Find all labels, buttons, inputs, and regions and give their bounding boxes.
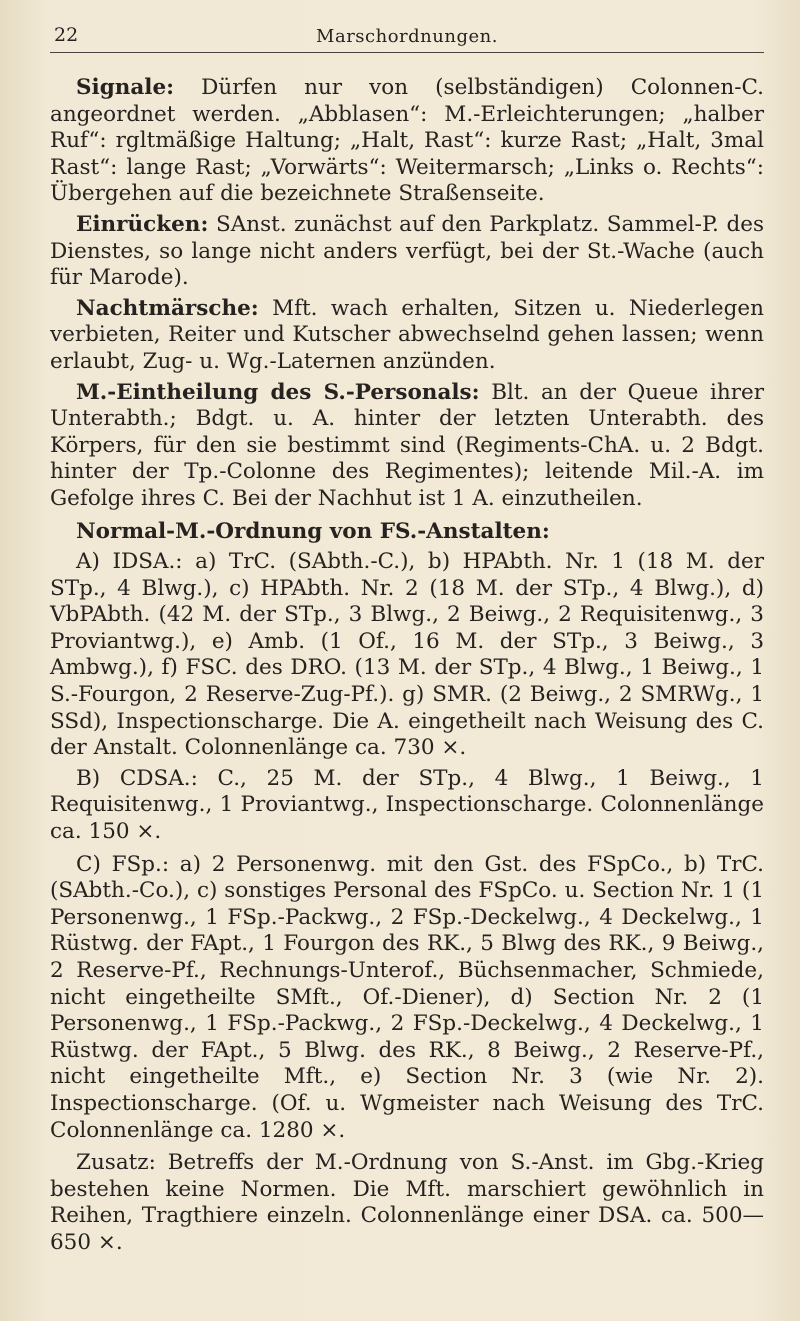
paragraph-fsp (50, 852, 764, 1145)
running-title: Marschordnungen. (316, 26, 498, 47)
text-idsa: A) IDSA.: a) TrC. (SAbth.-C.), b) HPAbth. Nr. 1 (18 M. der STp., 4 Blwg.), c) HPAbth. Nr. 2 (18 M. der STp., 4 Blwg.), d) VbPAbth. (42 M. der STp., 3 Blwg., 2 Beiwg., 2 Requisitenwg., 3 Proviantwg.), e) Amb. (1 Of., 16 M. der STp., 3 Beiwg., 3 Ambwg.), f) FSC. des DRO. (13 M. der STp., 4 Blwg., 1 Beiwg., 1 S.-Fourgon, 2 Reserve-Zug-Pf.). g) SMR. (2 Beiwg., 2 SMRWg., 1 SSd), Inspectionscharge. Die A. eingetheilt nach Weisung des C. der Anstalt. Colonnenlänge ca. 730 ×. (50, 549, 764, 761)
page-header (50, 18, 764, 53)
term-signale: Signale: (76, 75, 175, 100)
paragraph-m-eintheilung (50, 380, 764, 513)
paragraph-idsa (50, 549, 764, 762)
paragraph-zusatz (50, 1150, 764, 1256)
paragraph-cdsa (50, 766, 764, 846)
term-m-eintheilung: M.-Eintheilung des S.-Personals: (76, 379, 480, 405)
text-signale: Dürfen nur von (selbständigen) Colonnen-C. angeordnet werden. „Abblasen“: M.-Erleichterungen; „halber Ruf“: rgltmäßige Haltung; „Halt, Rast“: kurze Rast; „Halt, 3mal Rast“: lange Rast; „Vorwärts“: Weitermarsch; „Links o. Rechts“: Übergehen auf die bezeichnete Straßenseite. (50, 75, 764, 207)
page-number: 22 (54, 24, 79, 46)
text-m-eintheilung: Blt. an der Queue ihrer Unterabth.; Bdgt. u. A. hinter der letzten Unterabth. des Körpers, für den sie bestimmt sind (Regiments-ChA. u. 2 Bdgt. hinter der Tp.-Colonne des Regimentes); leitende Mil.-A. im Gefolge ihres C. Bei der Nachhut ist 1 A. einzutheilen. (50, 379, 764, 511)
text-nachtmaersche: Mft. wach erhalten, Sitzen u. Niederlegen verbieten, Reiter und Kutscher abwechselnd gehen lassen; wenn erlaubt, Zug- u. Wg.-Laternen anzünden. (50, 295, 764, 374)
text-einruecken: SAnst. zunächst auf den Parkplatz. Sammel-P. des Dienstes, so lange nicht anders verfügt, bei der St.-Wache (auch für Marode). (50, 211, 764, 291)
paragraph-signale (50, 75, 764, 208)
page-body (50, 75, 764, 1257)
term-normal-m-ordnung: Normal-M.-Ordnung von FS.-Anstalten: (76, 518, 550, 544)
text-zusatz: Zusatz: Betreffs der M.-Ordnung von S.-Anst. im Gbg.-Krieg bestehen keine Normen. Die Mft. marschiert gewöhnlich in Reihen, Tragthiere einzeln. Colonnenlänge einer DSA. ca. 500—650 ×. (50, 1150, 764, 1255)
term-nachtmaersche: Nachtmärsche: (76, 295, 259, 321)
paragraph-einruecken (50, 212, 764, 292)
text-cdsa: B) CDSA.: C., 25 M. der STp., 4 Blwg., 1 Beiwg., 1 Requisitenwg., 1 Proviantwg., Inspectionscharge. Colonnenlänge ca. 150 ×. (50, 765, 764, 845)
section-heading-normal-m-ordnung (50, 519, 764, 546)
paragraph-nachtmaersche (50, 296, 764, 376)
text-fsp: C) FSp.: a) 2 Personenwg. mit den Gst. des FSpCo., b) TrC. (SAbth.-Co.), c) sonstiges Personal des FSpCo. u. Section Nr. 1 (1 Personenwg., 1 FSp.-Packwg., 2 FSp.-Deckelwg., 4 Deckelwg., 1 Rüstwg. der FApt., 1 Fourgon des RK., 5 Blwg des RK., 9 Beiwg., 2 Reserve-Pf., Rechnungs-Unterof., Büchsenmacher, Schmiede, nicht eingetheilte SMft., Of.-Diener), d) Section Nr. 2 (1 Personenwg., 1 FSp.-Packwg., 2 FSp.-Deckelwg., 4 Deckelwg., 1 Rüstwg. der FApt., 5 Blwg. des RK., 8 Beiwg., 2 Reserve-Pf., nicht eingetheilte Mft., e) Section Nr. 3 (wie Nr. 2). Inspectionscharge. (Of. u. Wgmeister nach Weisung des TrC. Colonnenlänge ca. 1280 ×. (50, 851, 764, 1143)
term-einruecken: Einrücken: (76, 211, 209, 237)
